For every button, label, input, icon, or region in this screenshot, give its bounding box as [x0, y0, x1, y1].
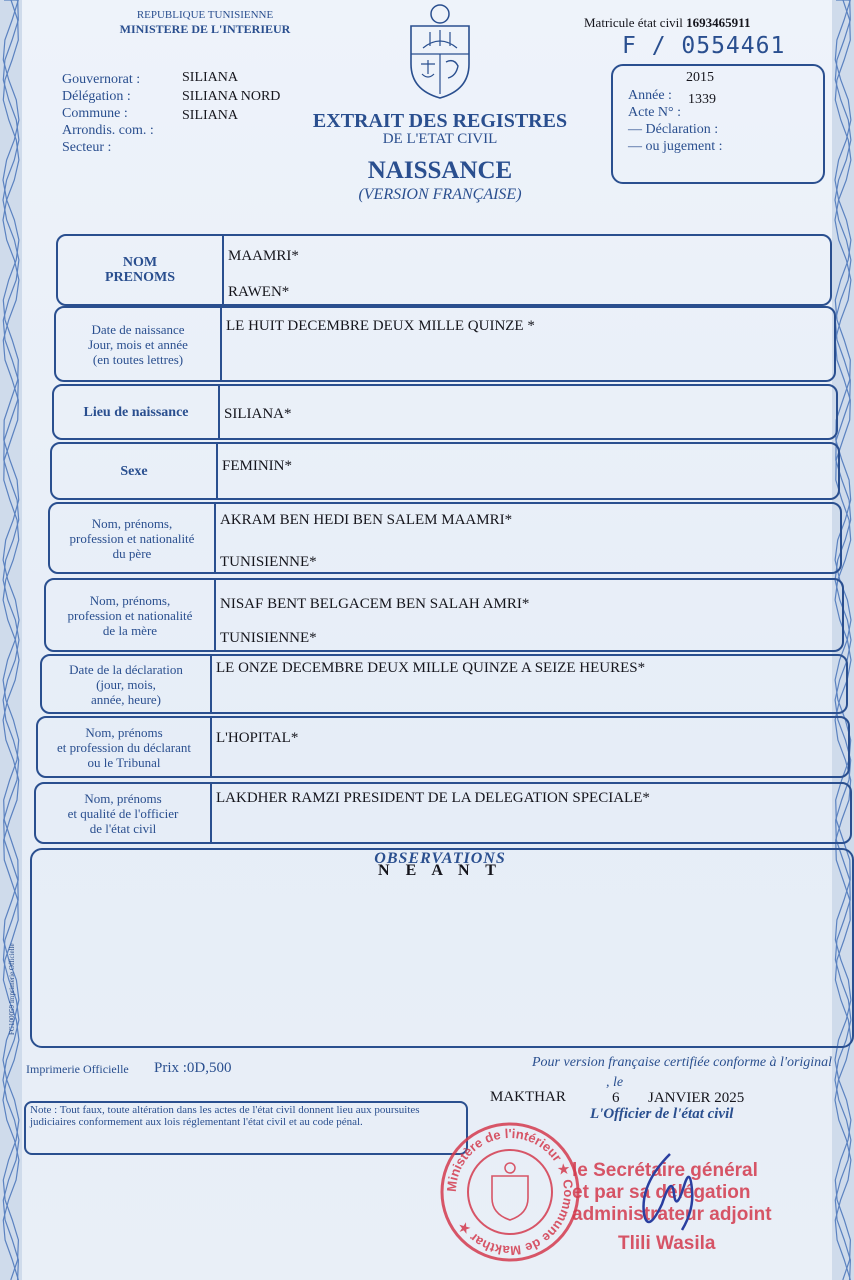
matricule-label: Matricule état civil	[584, 15, 683, 30]
annee-value: 2015	[686, 70, 714, 85]
row-officer-value: LAKDHER RAMZI PRESIDENT DE LA DELEGATION SPECIALE*	[216, 790, 650, 806]
row-declaration-date-value: LE ONZE DECEMBRE DEUX MILLE QUINZE A SEIZE HEURES*	[216, 660, 646, 676]
delegation-value: SILIANA NORD	[182, 89, 281, 104]
location-labels	[62, 71, 154, 156]
commune-label: Commune :	[62, 106, 128, 121]
issue-place: MAKTHAR	[490, 1089, 566, 1105]
official-red-stamp	[438, 1120, 582, 1264]
row-mother-nationality: TUNISIENNE*	[220, 630, 317, 646]
signature-line-3: administrateur adjoint	[572, 1204, 772, 1225]
row-father	[48, 502, 842, 574]
row-name-surname: MAAMRI*	[228, 248, 299, 264]
row-birth-place-value: SILIANA*	[224, 406, 292, 422]
ministry-label: MINISTERE DE L'INTERIEUR	[119, 22, 291, 36]
acte-number-value: 1339	[688, 92, 716, 107]
row-sex-value: FEMININ*	[222, 458, 292, 474]
row-mother-label: Nom, prénoms, profession et nationalité de la mère	[46, 580, 216, 650]
svg-text:Ministère de l'intérieur ★ Com: Ministère de l'intérieur ★ Commune de Makthar ★	[443, 1125, 577, 1259]
officer-title: L'Officier de l'état civil	[590, 1106, 734, 1122]
commune-value: SILIANA	[182, 108, 238, 123]
doc-title-version: (VERSION FRANÇAISE)	[358, 186, 522, 203]
signature-line-1: le Secrétaire général	[572, 1160, 758, 1181]
certified-conformity: Pour version française certifiée conforme à l'original	[532, 1055, 833, 1070]
observations-value: N E A N T	[378, 862, 502, 879]
row-sex-label: Sexe	[52, 444, 218, 498]
delegation-label: Délégation :	[62, 89, 131, 104]
row-officer-label: Nom, prénoms et qualité de l'officier de l'état civil	[36, 784, 212, 842]
row-declaration-date	[40, 654, 848, 714]
coat-of-arms-emblem	[405, 2, 475, 102]
gouvernorat-label: Gouvernorat :	[62, 72, 141, 87]
row-birth-date	[54, 306, 836, 382]
row-birth-date-value: LE HUIT DECEMBRE DEUX MILLE QUINZE *	[226, 318, 535, 334]
republic-label: REPUBLIQUE TUNISIENNE	[136, 9, 274, 21]
row-birth-date-label: Date de naissance Jour, mois et année (en toutes lettres)	[56, 308, 222, 380]
issue-day: 6	[612, 1090, 620, 1106]
gouvernorat-value: SILIANA	[182, 70, 238, 85]
header-ministry	[100, 8, 310, 36]
arrondissement-label: Arrondis. com. :	[62, 123, 154, 138]
date-le-label: , le	[606, 1075, 624, 1090]
issue-month-year: JANVIER 2025	[648, 1090, 745, 1106]
declaration-label: — Déclaration :	[628, 122, 719, 137]
row-father-label: Nom, prénoms, profession et nationalité du père	[50, 504, 216, 572]
row-birth-place-label: Lieu de naissance	[54, 386, 220, 438]
row-sex	[50, 442, 840, 500]
row-declarant-label: Nom, prénoms et profession du déclarant ou le Tribunal	[38, 718, 212, 776]
location-values	[182, 68, 280, 125]
side-print-code: FG100059 Imprimerie Officielle	[8, 943, 16, 1035]
row-declaration-date-label: Date de la déclaration (jour, mois, année, heure)	[42, 656, 212, 712]
matricule	[584, 15, 750, 31]
price-label: Prix :0D,500	[154, 1060, 232, 1076]
printer-label: Imprimerie Officielle	[26, 1062, 129, 1076]
legal-note: Note : Tout faux, toute altération dans les actes de l'état civil donnent lieu aux poursuites judiciaires conformement aux lois réglementant l'état civil et au code pénal.	[30, 1104, 420, 1128]
row-father-name: AKRAM BEN HEDI BEN SALEM MAAMRI*	[220, 512, 513, 528]
row-father-nationality: TUNISIENNE*	[220, 554, 317, 570]
signature-line-2: et par sa délégation	[572, 1182, 751, 1203]
row-declarant-value: L'HOPITAL*	[216, 730, 299, 746]
left-guilloche-border	[0, 0, 22, 1280]
secteur-label: Secteur :	[62, 140, 112, 155]
row-officer	[34, 782, 852, 844]
matricule-value: 1693465911	[686, 15, 751, 30]
row-name	[56, 234, 832, 306]
serial-number: F / 0554461	[622, 33, 786, 59]
doc-title-registres: EXTRAIT DES REGISTRES	[312, 110, 568, 132]
handwritten-signature	[630, 1148, 700, 1258]
row-declarant	[36, 716, 850, 778]
row-mother-name: NISAF BENT BELGACEM BEN SALAH AMRI*	[220, 596, 530, 612]
annee-label: Année :	[628, 88, 672, 103]
acte-number-label: Acte N° :	[628, 105, 682, 120]
doc-title-naissance: NAISSANCE	[367, 157, 513, 184]
doc-title-etat-civil: DE L'ETAT CIVIL	[382, 131, 498, 147]
row-birth-place	[52, 384, 838, 440]
row-name-firstname: RAWEN*	[228, 284, 290, 300]
observations-title: OBSERVATIONS	[374, 850, 506, 867]
jugement-label: — ou jugement :	[628, 139, 723, 154]
signatory-name: Tlili Wasila	[618, 1233, 716, 1254]
row-name-label: NOM PRENOMS	[58, 236, 224, 304]
row-mother	[44, 578, 844, 652]
